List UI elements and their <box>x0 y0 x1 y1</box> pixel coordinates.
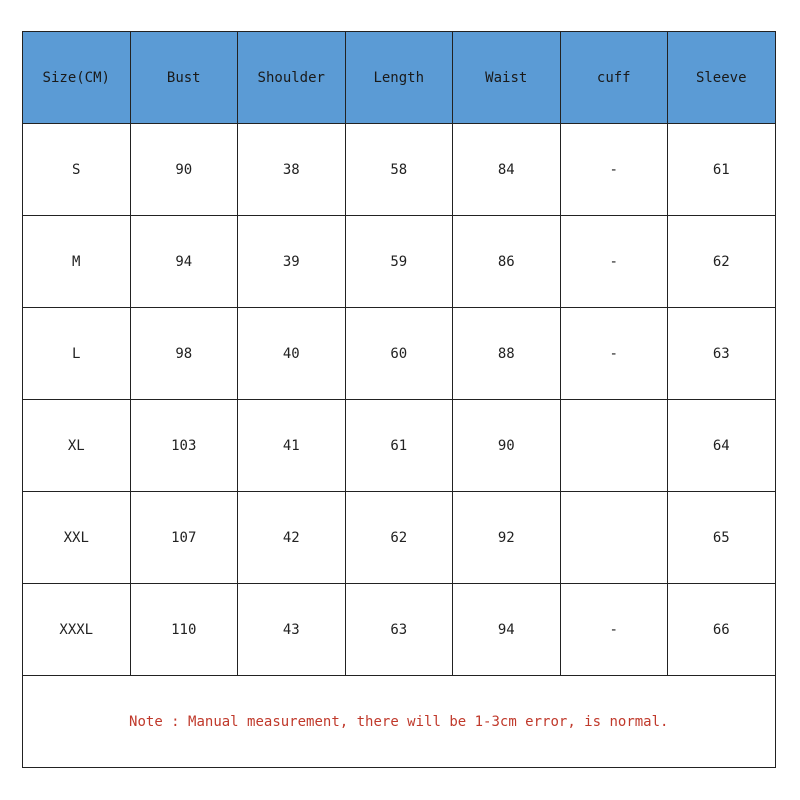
column-header-size: Size(CM) <box>23 32 131 124</box>
table-row <box>23 308 776 400</box>
cell-cuff <box>560 400 668 492</box>
cell-length: 58 <box>345 124 453 216</box>
column-header-sleeve: Sleeve <box>668 32 776 124</box>
cell-size: XXL <box>23 492 131 584</box>
cell-shoulder: 38 <box>238 124 346 216</box>
cell-cuff: - <box>560 124 668 216</box>
size-chart-header <box>23 32 776 124</box>
cell-waist: 92 <box>453 492 561 584</box>
cell-sleeve: 66 <box>668 584 776 676</box>
cell-cuff <box>560 492 668 584</box>
cell-waist: 86 <box>453 216 561 308</box>
cell-length: 60 <box>345 308 453 400</box>
column-header-cuff: cuff <box>560 32 668 124</box>
cell-bust: 90 <box>130 124 238 216</box>
cell-waist: 90 <box>453 400 561 492</box>
cell-waist: 84 <box>453 124 561 216</box>
cell-sleeve: 62 <box>668 216 776 308</box>
cell-shoulder: 42 <box>238 492 346 584</box>
table-row <box>23 492 776 584</box>
column-header-length: Length <box>345 32 453 124</box>
cell-shoulder: 39 <box>238 216 346 308</box>
cell-length: 63 <box>345 584 453 676</box>
cell-bust: 107 <box>130 492 238 584</box>
cell-bust: 103 <box>130 400 238 492</box>
cell-bust: 94 <box>130 216 238 308</box>
cell-shoulder: 43 <box>238 584 346 676</box>
cell-waist: 88 <box>453 308 561 400</box>
header-row <box>23 32 776 124</box>
note-row <box>23 676 776 768</box>
table-row <box>23 124 776 216</box>
cell-size: XL <box>23 400 131 492</box>
cell-length: 62 <box>345 492 453 584</box>
table-row <box>23 216 776 308</box>
cell-sleeve: 63 <box>668 308 776 400</box>
cell-sleeve: 61 <box>668 124 776 216</box>
size-chart-footer <box>23 676 776 768</box>
column-header-waist: Waist <box>453 32 561 124</box>
cell-shoulder: 40 <box>238 308 346 400</box>
cell-sleeve: 64 <box>668 400 776 492</box>
cell-cuff: - <box>560 584 668 676</box>
cell-cuff: - <box>560 308 668 400</box>
cell-sleeve: 65 <box>668 492 776 584</box>
cell-length: 61 <box>345 400 453 492</box>
column-header-shoulder: Shoulder <box>238 32 346 124</box>
cell-shoulder: 41 <box>238 400 346 492</box>
table-row <box>23 400 776 492</box>
cell-waist: 94 <box>453 584 561 676</box>
cell-size: L <box>23 308 131 400</box>
size-chart-body <box>23 124 776 676</box>
table-row <box>23 584 776 676</box>
cell-bust: 110 <box>130 584 238 676</box>
size-chart-table <box>22 31 776 768</box>
cell-size: S <box>23 124 131 216</box>
cell-length: 59 <box>345 216 453 308</box>
column-header-bust: Bust <box>130 32 238 124</box>
cell-bust: 98 <box>130 308 238 400</box>
measurement-note: Note : Manual measurement, there will be 1-3cm error, is normal. <box>23 676 776 768</box>
cell-size: M <box>23 216 131 308</box>
cell-cuff: - <box>560 216 668 308</box>
cell-size: XXXL <box>23 584 131 676</box>
